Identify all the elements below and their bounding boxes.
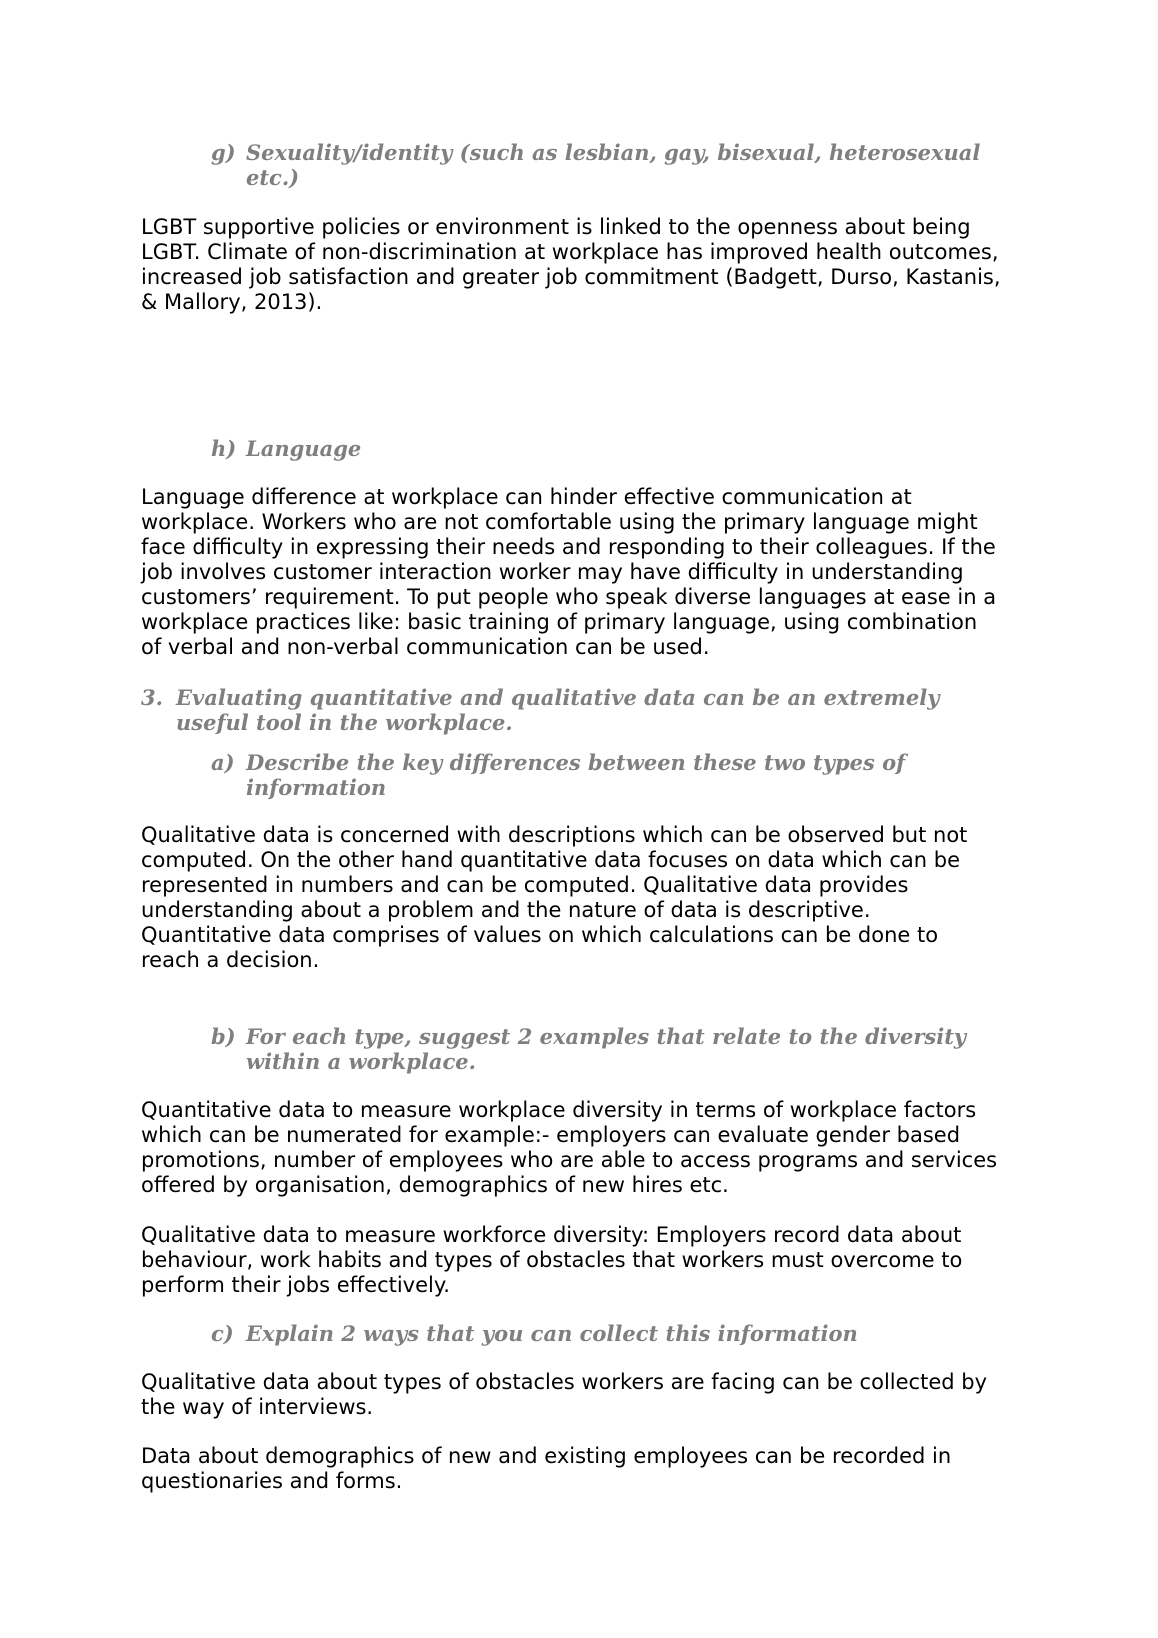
heading-evaluating-data <box>141 685 1041 735</box>
paragraph-questionnaires: Data about demographics of new and existing employees can be recorded in questionaries and forms. <box>141 1444 952 1493</box>
paragraph-data-differences: Qualitative data is concerned with descriptions which can be observed but not computed. On the other hand quantitative data focuses on data which can be represented in numbers and can be computed. Qualitative data provides understanding about a problem and the nature of data is descriptive. Quantitative data comprises of values on which calculations can be done to reach a decision. <box>141 823 968 972</box>
heading-sexuality-identity <box>211 140 1041 190</box>
paragraph-quantitative-examples: Quantitative data to measure workplace diversity in terms of workplace factors which can be numerated for example:- employers can evaluate gender based promotions, number of employees who are able to access programs and services offered by organisation, demographics of new hires etc. <box>141 1098 998 1197</box>
heading-line: Sexuality/identity (such as lesbian, gay, bisexual, heterosexual <box>246 140 981 165</box>
list-marker: h) <box>211 436 237 461</box>
heading-line: information <box>246 775 387 800</box>
paragraph-lgbt-policies: LGBT supportive policies or environment is linked to the openness about being LGBT. Climate of non-discrimination at workplace has improved health outcomes, increased job satisfaction and greater job commitment (Badgett, Durso, Kastanis, & Mallory, 2013). <box>141 215 1001 314</box>
heading-line: Evaluating quantitative and qualitative data can be an extremely <box>176 685 940 710</box>
list-marker: b) <box>211 1024 236 1049</box>
paragraph-language-difference: Language difference at workplace can hinder effective communication at workplace. Workers who are not comfortable using the primary language might face difficulty in expressing their needs and responding to their colleagues. If the job involves customer interaction worker may have difficulty in understanding customers’ requirement. To put people who speak diverse languages at ease in a workplace practices like: basic training of primary language, using combination of verbal and non-verbal communication can be used. <box>141 485 997 659</box>
heading-key-differences <box>211 750 1041 800</box>
heading-line: useful tool in the workplace. <box>176 710 513 735</box>
heading-collect-information <box>211 1321 1041 1346</box>
paragraph-qualitative-examples: Qualitative data to measure workforce diversity: Employers record data about behaviour, work habits and types of obstacles that workers must overcome to perform their jobs effectively. <box>141 1223 963 1297</box>
heading-line: Language <box>246 436 362 461</box>
heading-line: Explain 2 ways that you can collect this information <box>246 1321 858 1346</box>
heading-line: For each type, suggest 2 examples that relate to the diversity <box>246 1024 967 1049</box>
list-marker: g) <box>211 140 236 165</box>
list-marker: a) <box>211 750 235 775</box>
list-marker: 3. <box>141 685 163 710</box>
heading-line: within a workplace. <box>246 1049 476 1074</box>
heading-line: etc.) <box>246 165 300 190</box>
heading-line: Describe the key differences between these two types of <box>246 750 906 775</box>
list-marker: c) <box>211 1321 234 1346</box>
heading-examples <box>211 1024 1041 1074</box>
heading-language <box>211 436 1041 461</box>
paragraph-interviews: Qualitative data about types of obstacles workers are facing can be collected by the way of interviews. <box>141 1370 987 1419</box>
